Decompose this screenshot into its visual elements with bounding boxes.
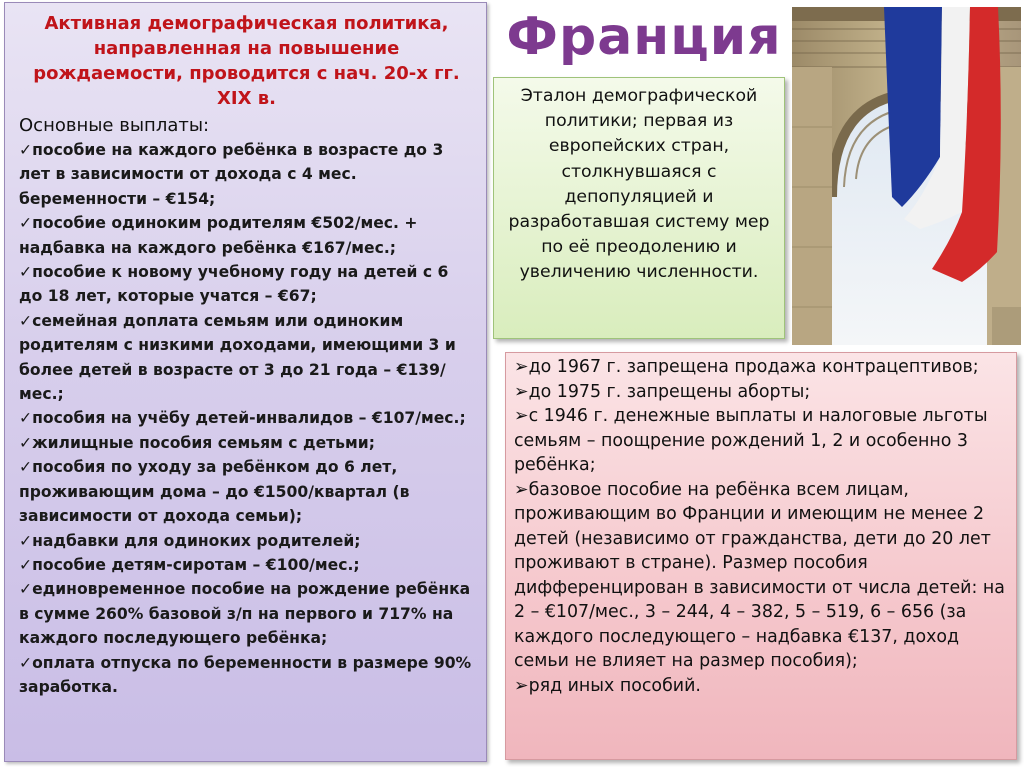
checkmark-icon: ✓ bbox=[19, 458, 33, 477]
payments-panel bbox=[4, 2, 487, 762]
payments-heading: Основные выплаты: bbox=[19, 115, 210, 136]
checkmark-icon: ✓ bbox=[19, 555, 33, 574]
payment-text: оплата отпуска по беременности в размере 90% заработка. bbox=[19, 653, 472, 696]
list-item bbox=[514, 355, 1008, 380]
list-item bbox=[19, 529, 474, 553]
list-item bbox=[19, 138, 474, 211]
list-item bbox=[19, 406, 474, 430]
list-item bbox=[19, 309, 474, 407]
list-item bbox=[19, 211, 474, 260]
law-text: до 1975 г. запрещены аборты; bbox=[528, 381, 811, 402]
checkmark-icon: ✓ bbox=[19, 409, 33, 428]
arrow-bullet-icon: ➢ bbox=[514, 479, 529, 500]
list-item bbox=[19, 455, 474, 528]
etalon-description-box bbox=[493, 77, 785, 339]
arc-de-triomphe-flag-photo bbox=[792, 7, 1021, 345]
etalon-text: Эталон демографической политики; первая из европейских стран, столкнувшаяся с депопуляцией и разработавшая систему мер по её преодолению и увеличению численности. bbox=[508, 86, 770, 283]
payment-text: пособие на каждого ребёнка в возрасте до 3 лет в зависимости от дохода с 4 мес. беременности – €154; bbox=[19, 141, 444, 208]
page-title: Франция bbox=[506, 7, 782, 67]
list-item bbox=[19, 577, 474, 650]
law-text: ряд иных пособий. bbox=[528, 675, 701, 696]
list-item bbox=[514, 478, 1008, 674]
checkmark-icon: ✓ bbox=[19, 141, 33, 159]
arrow-bullet-icon: ➢ bbox=[514, 406, 529, 426]
payment-text: семейная доплата семьям или одиноким родителям с низкими доходами, имеющими 3 и более детей в возрасте от 3 до 21 года – €139/мес.; bbox=[19, 311, 456, 404]
payment-text: пособия по уходу за ребёнком до 6 лет, проживающим дома – до €1500/квартал (в зависимости от дохода семьи); bbox=[19, 458, 410, 526]
checkmark-icon: ✓ bbox=[19, 580, 33, 599]
list-item bbox=[19, 651, 474, 700]
checkmark-icon: ✓ bbox=[19, 653, 33, 672]
list-item bbox=[514, 404, 1008, 478]
left-panel-title: Активная демографическая политика, направленная на повышение рождаемости, проводится с нач. 20-х гг. XIX в. bbox=[33, 13, 460, 109]
laws-list bbox=[514, 355, 1008, 698]
payment-text: пособие к новому учебному году на детей с 6 до 18 лет, которые учатся – €67; bbox=[19, 263, 449, 306]
payment-text: единовременное пособие на рождение ребёнка в сумме 260% базовой з/п на первого и 717% на каждого последующего ребёнка; bbox=[19, 580, 471, 648]
checkmark-icon: ✓ bbox=[19, 433, 33, 452]
law-text: до 1967 г. запрещена продажа контрацептивов; bbox=[528, 357, 979, 377]
law-text: с 1946 г. денежные выплаты и налоговые льготы семьям – поощрение рождений 1, 2 и особенно 3 ребёнка; bbox=[514, 406, 988, 475]
checkmark-icon: ✓ bbox=[19, 531, 33, 550]
payment-text: надбавки для одиноких родителей; bbox=[32, 531, 361, 550]
arrow-bullet-icon: ➢ bbox=[514, 357, 529, 377]
payment-text: жилищные пособия семьям с детьми; bbox=[32, 433, 375, 452]
payment-text: пособия на учёбу детей-инвалидов – €107/мес.; bbox=[32, 409, 466, 428]
payments-list bbox=[19, 138, 474, 699]
list-item bbox=[19, 260, 474, 309]
laws-box bbox=[505, 352, 1017, 760]
arrow-bullet-icon: ➢ bbox=[514, 675, 529, 696]
list-item bbox=[514, 674, 1008, 699]
payment-text: пособие одиноким родителям €502/мес. + надбавка на каждого ребёнка €167/мес.; bbox=[19, 214, 418, 257]
list-item bbox=[514, 380, 1008, 405]
checkmark-icon: ✓ bbox=[19, 311, 33, 330]
checkmark-icon: ✓ bbox=[19, 214, 33, 233]
checkmark-icon: ✓ bbox=[19, 263, 33, 282]
payment-text: пособие детям-сиротам – €100/мес.; bbox=[32, 555, 360, 574]
list-item bbox=[19, 553, 474, 577]
law-text: базовое пособие на ребёнка всем лицам, проживающим во Франции и имеющим не менее 2 детей (независимо от гражданства, дети до 20 лет проживают в стране). Размер пособия дифференцирован в зависимости от числа детей: на 2 – €107/мес., 3 – 244, 4 – 382, 5 – 519, 6 – 656 (за каждого последующего – надбавка €137, доход семьи не влияет на размер пособия); bbox=[514, 479, 1005, 671]
arc-photo-illustration bbox=[792, 7, 1021, 345]
list-item bbox=[19, 431, 474, 455]
arrow-bullet-icon: ➢ bbox=[514, 381, 529, 402]
